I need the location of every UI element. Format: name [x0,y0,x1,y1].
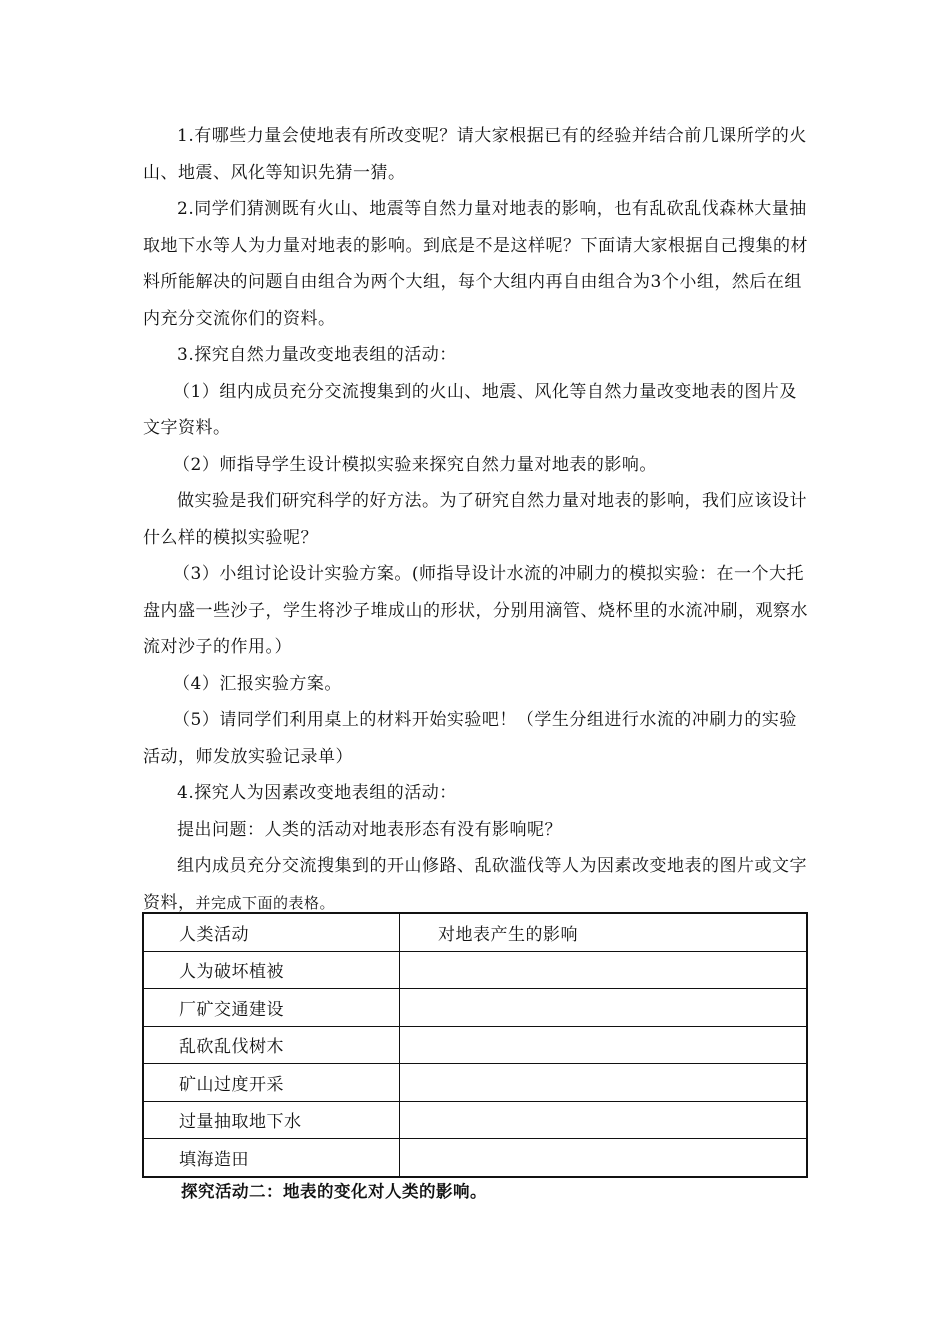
table-header-row [143,913,807,951]
paragraph-question-forces: 1.有哪些力量会使地表有所改变呢？请大家根据已有的经验并结合前几课所学的火山、地震、风化等知识先猜一猜。 [143,126,807,183]
table-header-activity: 人类活动 [143,913,400,951]
paragraph-guess-grouping: 2.同学们猜测既有火山、地震等自然力量对地表的影响，也有乱砍乱伐森林大量抽取地下水等人为力量对地表的影响。到底是不是这样呢？下面请大家根据自己搜集的材料所能解决的问题自由组合为两个大组，每个大组内再自由组合为3个小组，然后在组内充分交流你们的资料。 [143,199,808,329]
paragraph-step-3: （3）小组讨论设计实验方案。(师指导设计水流的冲刷力的模拟实验：在一个大托盘内盛一些沙子，学生将沙子堆成山的形状，分别用滴管、烧杯里的水流冲刷，观察水流对沙子的作用。） [143,564,808,657]
paragraph-step-1: （1）组内成员充分交流搜集到的火山、地震、风化等自然力量改变地表的图片及文字资料。 [143,381,797,438]
paragraph-raise-question: 提出问题：人类的活动对地表形态有没有影响呢？ [177,819,562,840]
table-cell-impact[interactable] [400,1026,808,1064]
section-heading-activity-two: 探究活动二：地表的变化对人类的影响。 [181,1182,487,1201]
table-row [143,1101,807,1139]
table-cell-activity: 人为破坏植被 [143,951,400,989]
paragraph-step-2: （2）师指导学生设计模拟实验来探究自然力量对地表的影响。 [173,454,657,475]
table-cell-impact[interactable] [400,1139,808,1177]
table-cell-impact[interactable] [400,951,808,989]
paragraph-experiment-intro: 做实验是我们研究科学的好方法。为了研究自然力量对地表的影响，我们应该设计什么样的模拟实验呢？ [143,491,807,548]
paragraph-natural-forces-heading: 3.探究自然力量改变地表组的活动： [177,345,457,365]
table-cell-activity: 填海造田 [143,1139,400,1177]
paragraph-exchange-main: 组内成员充分交流搜集到的开山修路、乱砍滥伐等人为因素改变地表的图片或文字资料， [143,856,807,913]
table-cell-activity: 过量抽取地下水 [143,1101,400,1139]
table-row [143,951,807,989]
table-cell-activity: 乱砍乱伐树木 [143,1026,400,1064]
paragraph-step-4: （4）汇报实验方案。 [173,673,342,694]
table-row [143,1026,807,1064]
paragraph-exchange-tail: 并完成下面的表格。 [195,893,336,912]
paragraph-step-5: （5）请同学们利用桌上的材料开始实验吧！（学生分组进行水流的冲刷力的实验活动，师发放实验记录单） [143,710,797,767]
table-cell-activity: 厂矿交通建设 [143,989,400,1027]
human-activity-impact-table [142,912,808,1178]
table-header-impact: 对地表产生的影响 [400,913,808,951]
table-row [143,1139,807,1177]
table-row [143,1064,807,1102]
lesson-body [143,118,808,921]
paragraph-human-factors-heading: 4.探究人为因素改变地表组的活动： [177,783,457,803]
paragraph-exchange-materials [143,848,808,921]
table-cell-activity: 矿山过度开采 [143,1064,400,1102]
table-row [143,989,807,1027]
table-cell-impact[interactable] [400,1101,808,1139]
table-cell-impact[interactable] [400,989,808,1027]
table-cell-impact[interactable] [400,1064,808,1102]
